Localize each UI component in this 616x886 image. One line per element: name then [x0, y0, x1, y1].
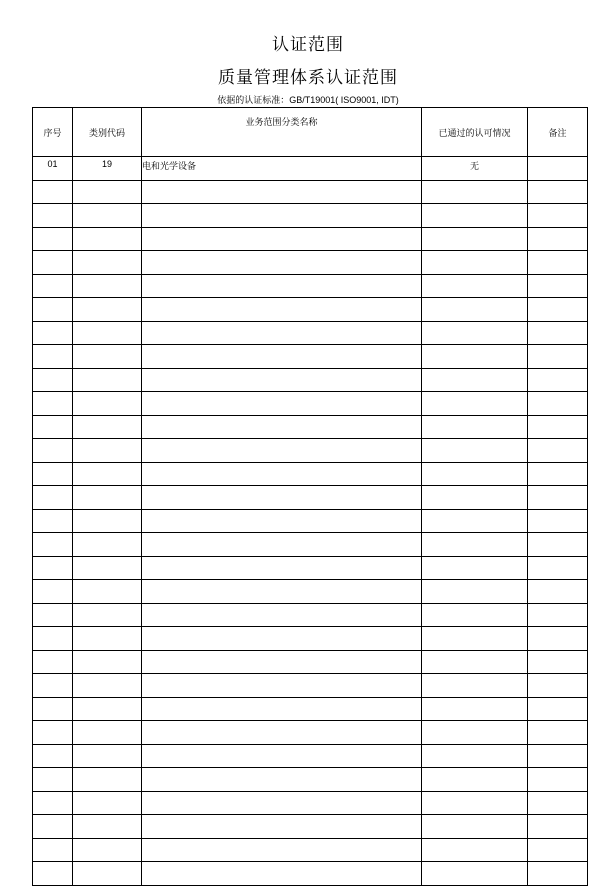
cell-no [33, 321, 73, 345]
cell-remark [528, 862, 588, 886]
cell-name [142, 768, 422, 792]
cell-code [73, 509, 142, 533]
cell-status [422, 838, 528, 862]
table-row-empty [33, 415, 588, 439]
cell-status [422, 439, 528, 463]
cell-code [73, 556, 142, 580]
table-row-empty [33, 180, 588, 204]
table-row-empty [33, 274, 588, 298]
table-row-empty [33, 462, 588, 486]
cell-status [422, 815, 528, 839]
cell-code [73, 791, 142, 815]
table-row-empty [33, 533, 588, 557]
header-remark: 备注 [528, 108, 588, 157]
cell-no: 01 [33, 157, 73, 181]
cell-status [422, 509, 528, 533]
cell-remark [528, 157, 588, 181]
cell-no [33, 180, 73, 204]
cell-no [33, 580, 73, 604]
header-code: 类别代码 [73, 108, 142, 157]
cell-no [33, 744, 73, 768]
table-row-empty [33, 580, 588, 604]
page-subtitle: 质量管理体系认证范围 [218, 68, 398, 88]
cell-no [33, 462, 73, 486]
cell-status [422, 368, 528, 392]
cell-name [142, 556, 422, 580]
cell-remark [528, 227, 588, 251]
cell-remark [528, 486, 588, 510]
cell-remark [528, 392, 588, 416]
table-row-empty [33, 556, 588, 580]
cell-name [142, 321, 422, 345]
cell-name [142, 227, 422, 251]
cell-remark [528, 721, 588, 745]
cell-status [422, 674, 528, 698]
cell-no [33, 298, 73, 322]
cell-remark [528, 603, 588, 627]
cell-status [422, 345, 528, 369]
table-row-empty [33, 744, 588, 768]
table-row-empty [33, 862, 588, 886]
cell-code [73, 415, 142, 439]
cell-code [73, 603, 142, 627]
cell-status [422, 744, 528, 768]
cell-code [73, 462, 142, 486]
cell-name [142, 838, 422, 862]
cell-name [142, 462, 422, 486]
page-title: 认证范围 [272, 35, 344, 55]
cell-status [422, 204, 528, 228]
table-row-empty [33, 439, 588, 463]
cell-name [142, 744, 422, 768]
cell-status [422, 227, 528, 251]
cell-no [33, 650, 73, 674]
table-body [33, 157, 588, 886]
cell-remark [528, 439, 588, 463]
cell-code [73, 674, 142, 698]
cell-status [422, 862, 528, 886]
cell-status [422, 603, 528, 627]
table-row-empty [33, 791, 588, 815]
cell-name [142, 392, 422, 416]
cell-code [73, 274, 142, 298]
cell-code: 19 [73, 157, 142, 181]
cell-status [422, 415, 528, 439]
cell-status [422, 251, 528, 275]
cell-name [142, 791, 422, 815]
table-row [33, 157, 588, 181]
cell-no [33, 838, 73, 862]
cell-name [142, 862, 422, 886]
cell-no [33, 556, 73, 580]
table-row-empty [33, 392, 588, 416]
cell-remark [528, 556, 588, 580]
cell-code [73, 533, 142, 557]
standard-label: 依据的认证标准： [217, 96, 290, 106]
table-row-empty [33, 697, 588, 721]
cell-status [422, 298, 528, 322]
cell-code [73, 744, 142, 768]
cell-remark [528, 204, 588, 228]
cell-no [33, 721, 73, 745]
cell-name [142, 509, 422, 533]
cell-code [73, 251, 142, 275]
cell-no [33, 533, 73, 557]
cell-remark [528, 415, 588, 439]
cell-no [33, 674, 73, 698]
cell-name [142, 274, 422, 298]
cell-code [73, 392, 142, 416]
cell-code [73, 768, 142, 792]
cell-no [33, 815, 73, 839]
cell-name [142, 368, 422, 392]
cell-no [33, 627, 73, 651]
table-row-empty [33, 298, 588, 322]
header-no: 序号 [33, 108, 73, 157]
cell-code [73, 321, 142, 345]
cell-remark [528, 627, 588, 651]
cell-status [422, 791, 528, 815]
table-row-empty [33, 674, 588, 698]
cell-name [142, 603, 422, 627]
cell-name [142, 627, 422, 651]
cell-name [142, 204, 422, 228]
cell-remark [528, 180, 588, 204]
cell-status [422, 274, 528, 298]
cell-name [142, 415, 422, 439]
cell-no [33, 791, 73, 815]
cell-code [73, 486, 142, 510]
cell-no [33, 862, 73, 886]
cell-code [73, 815, 142, 839]
cell-no [33, 251, 73, 275]
table-row-empty [33, 509, 588, 533]
table-row-empty [33, 227, 588, 251]
table-row-empty [33, 603, 588, 627]
cell-remark [528, 345, 588, 369]
cell-code [73, 204, 142, 228]
cell-status [422, 556, 528, 580]
cell-name [142, 721, 422, 745]
cell-name [142, 580, 422, 604]
cell-status [422, 533, 528, 557]
cell-status [422, 180, 528, 204]
cell-status [422, 462, 528, 486]
cell-name [142, 486, 422, 510]
cell-no [33, 486, 73, 510]
cell-remark [528, 815, 588, 839]
cell-name [142, 180, 422, 204]
cell-name [142, 439, 422, 463]
cell-remark [528, 838, 588, 862]
cell-remark [528, 744, 588, 768]
table-row-empty [33, 204, 588, 228]
cell-remark [528, 321, 588, 345]
cell-code [73, 721, 142, 745]
cell-no [33, 509, 73, 533]
cell-status [422, 627, 528, 651]
cell-name [142, 697, 422, 721]
cell-code [73, 345, 142, 369]
cell-status [422, 392, 528, 416]
cell-status [422, 697, 528, 721]
cell-status: 无 [422, 157, 528, 181]
table-row-empty [33, 251, 588, 275]
table-row-empty [33, 815, 588, 839]
cell-code [73, 627, 142, 651]
table-row-empty [33, 368, 588, 392]
cell-code [73, 838, 142, 862]
cell-name [142, 298, 422, 322]
cell-status [422, 721, 528, 745]
cell-remark [528, 368, 588, 392]
standard-value: GB/T19001( ISO9001, IDT) [289, 95, 399, 105]
cell-no [33, 274, 73, 298]
table-row-empty [33, 627, 588, 651]
table-row-empty [33, 768, 588, 792]
cell-code [73, 580, 142, 604]
scope-table [32, 107, 588, 886]
cell-no [33, 227, 73, 251]
cell-remark [528, 697, 588, 721]
cell-code [73, 697, 142, 721]
cell-remark [528, 768, 588, 792]
cell-name [142, 650, 422, 674]
table-row-empty [33, 486, 588, 510]
table-row-empty [33, 345, 588, 369]
cell-no [33, 697, 73, 721]
cell-code [73, 862, 142, 886]
cell-no [33, 368, 73, 392]
certification-standard [0, 93, 616, 106]
table-row-empty [33, 321, 588, 345]
cell-status [422, 768, 528, 792]
cell-remark [528, 251, 588, 275]
cell-status [422, 486, 528, 510]
cell-remark [528, 462, 588, 486]
cell-code [73, 227, 142, 251]
cell-name: 电和光学设备 [142, 157, 422, 181]
table-row-empty [33, 838, 588, 862]
cell-remark [528, 298, 588, 322]
cell-status [422, 321, 528, 345]
table-row-empty [33, 650, 588, 674]
header-row [33, 108, 588, 157]
cell-no [33, 392, 73, 416]
cell-name [142, 345, 422, 369]
header-name: 业务范围分类名称 [142, 108, 422, 157]
cell-no [33, 204, 73, 228]
cell-remark [528, 650, 588, 674]
cell-code [73, 650, 142, 674]
cell-no [33, 345, 73, 369]
cell-no [33, 768, 73, 792]
cell-code [73, 298, 142, 322]
cell-status [422, 580, 528, 604]
table-row-empty [33, 721, 588, 745]
cell-code [73, 180, 142, 204]
cell-remark [528, 274, 588, 298]
cell-status [422, 650, 528, 674]
cell-no [33, 439, 73, 463]
cell-code [73, 439, 142, 463]
cell-no [33, 415, 73, 439]
cell-name [142, 815, 422, 839]
cell-remark [528, 791, 588, 815]
cell-remark [528, 533, 588, 557]
cell-name [142, 533, 422, 557]
cell-remark [528, 509, 588, 533]
cell-remark [528, 580, 588, 604]
cell-code [73, 368, 142, 392]
cell-name [142, 251, 422, 275]
cell-no [33, 603, 73, 627]
cell-remark [528, 674, 588, 698]
cell-name [142, 674, 422, 698]
header-status: 已通过的认可情况 [422, 108, 528, 157]
